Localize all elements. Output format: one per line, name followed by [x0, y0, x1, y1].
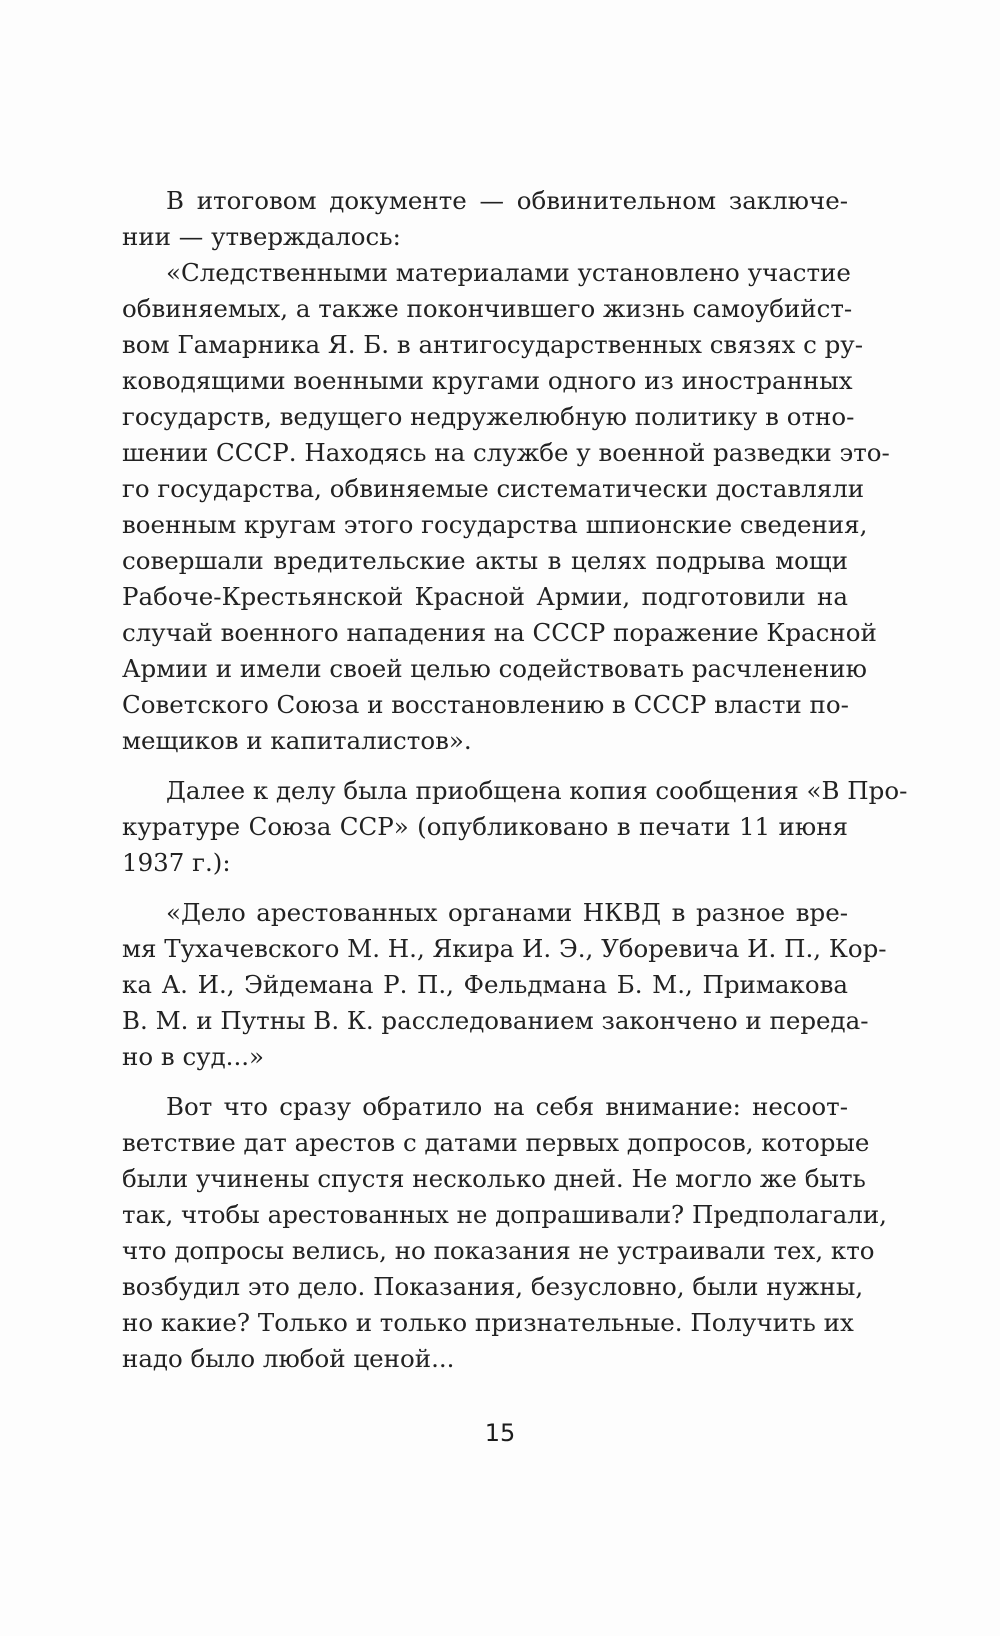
text-line: «Следственными материалами установлено участие	[166, 258, 851, 287]
page-number: 15	[484, 1419, 516, 1447]
text-line: мещиков и капиталистов».	[122, 726, 472, 755]
text-line: «Дело арестованных органами НКВД в разное вре-	[166, 898, 848, 927]
paragraph-indictment-intro	[122, 183, 848, 255]
body-text	[122, 183, 908, 1377]
text-line: шении СССР. Находясь на службе у военной разведки это-	[122, 438, 890, 467]
text-line: случай военного нападения на СССР поражение Красной	[122, 618, 877, 647]
text-line: нии — утверждалось:	[122, 222, 401, 251]
paragraph-interrogation-remarks	[122, 1089, 887, 1377]
text-line: государств, ведущего недружелюбную политику в отно-	[122, 402, 855, 431]
text-line: ка А. И., Эйдемана Р. П., Фельдмана Б. М., Примакова	[122, 970, 848, 999]
text-line: ветствие дат арестов с датами первых допросов, которые	[122, 1128, 870, 1157]
text-line: Далее к делу была приобщена копия сообщения «В Про-	[166, 776, 908, 805]
text-line: В. М. и Путны В. К. расследованием закончено и переда-	[122, 1006, 869, 1035]
text-line: В итоговом документе — обвинительном заключе-	[166, 186, 848, 215]
paragraph-indictment-quote	[122, 255, 890, 759]
text-line: обвиняемых, а также покончившего жизнь самоубийст-	[122, 294, 853, 323]
text-line: надо было любой ценой...	[122, 1344, 455, 1373]
paragraph-case-quote	[122, 895, 887, 1075]
text-line: Советского Союза и восстановлению в СССР власти по-	[122, 690, 849, 719]
paragraph-gap	[122, 1075, 848, 1089]
text-line: Вот что сразу обратило на себя внимание: несоот-	[166, 1092, 848, 1121]
paragraph-prosecutor-notice	[122, 773, 908, 881]
text-line: совершали вредительские акты в целях подрыва мощи	[122, 546, 848, 575]
text-line: так, чтобы арестованных не допрашивали? Предполагали,	[122, 1200, 887, 1229]
text-line: военным кругам этого государства шпионские сведения,	[122, 510, 868, 539]
paragraph-gap	[122, 881, 848, 895]
text-line: возбудил это дело. Показания, безусловно, были нужны,	[122, 1272, 864, 1301]
text-line: но какие? Только и только признательные. Получить их	[122, 1308, 854, 1337]
text-line: 1937 г.):	[122, 848, 231, 877]
text-line: ководящими военными кругами одного из иностранных	[122, 366, 853, 395]
text-line: мя Тухачевского М. Н., Якира И. Э., Уборевича И. П., Кор-	[122, 934, 887, 963]
text-line: Армии и имели своей целью содействовать расчленению	[122, 654, 867, 683]
text-line: что допросы велись, но показания не устраивали тех, кто	[122, 1236, 875, 1265]
text-line: го государства, обвиняемые систематически доставляли	[122, 474, 865, 503]
text-line: вом Гамарника Я. Б. в антигосударственных связях с ру-	[122, 330, 863, 359]
text-line: Рабоче-Крестьянской Красной Армии, подготовили на	[122, 582, 848, 611]
paragraph-gap	[122, 759, 848, 773]
text-line: были учинены спустя несколько дней. Не могло же быть	[122, 1164, 866, 1193]
text-line: но в суд...»	[122, 1042, 265, 1071]
text-line: куратуре Союза ССР» (опубликовано в печати 11 июня	[122, 812, 848, 841]
